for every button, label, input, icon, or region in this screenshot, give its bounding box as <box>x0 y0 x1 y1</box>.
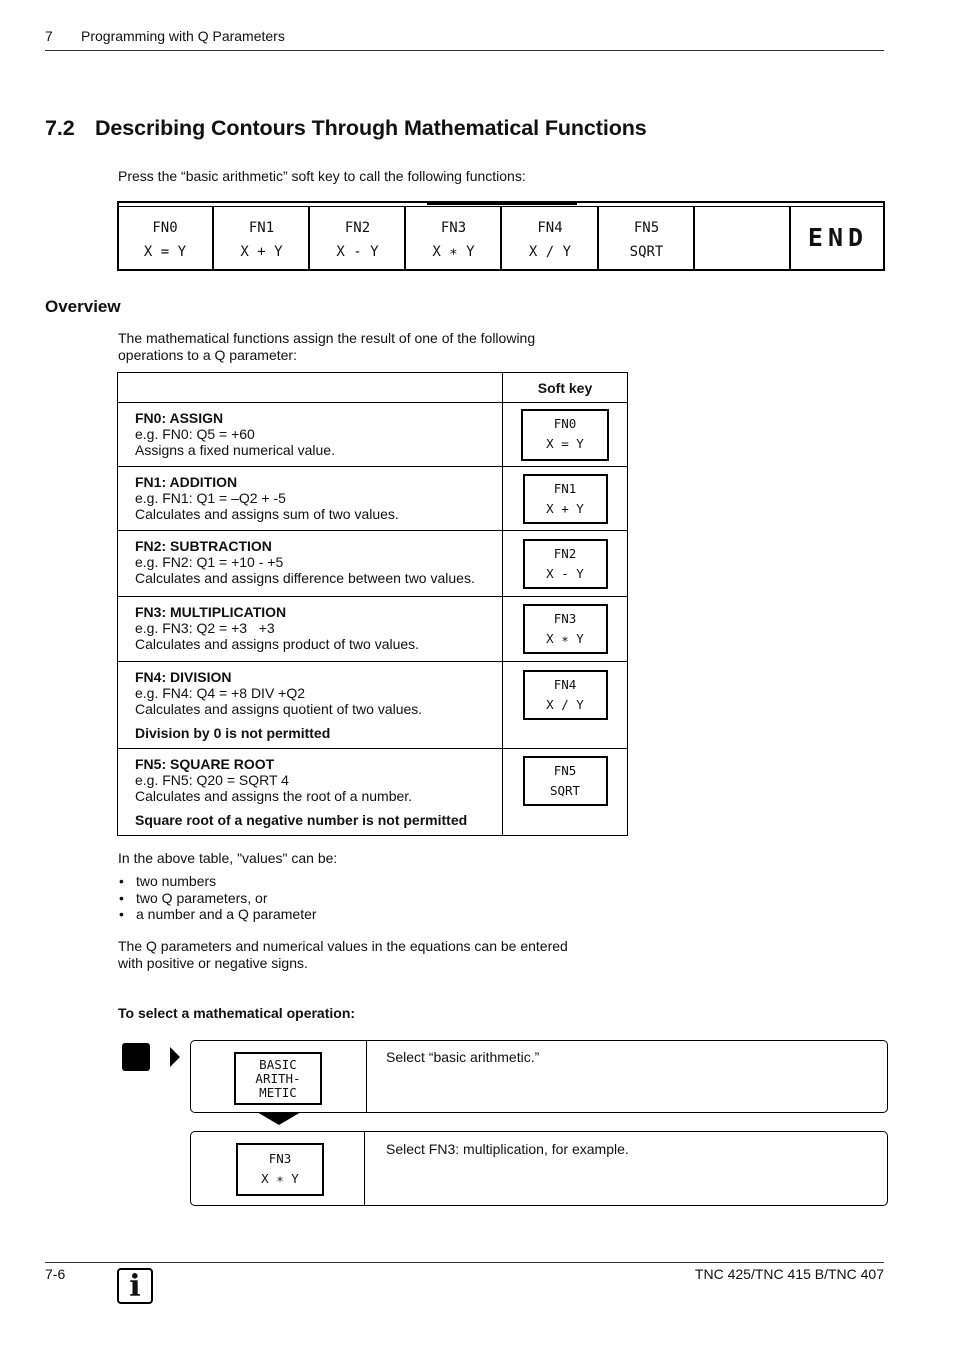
softkey-label-bottom: X = Y <box>143 244 187 260</box>
table-row <box>118 662 628 749</box>
function-description: Calculates and assigns the root of a number. <box>135 788 413 804</box>
step-text: Select “basic arithmetic.” <box>386 1049 540 1065</box>
function-example: e.g. FN1: Q1 = –Q2 + -5 <box>135 490 286 506</box>
function-example: e.g. FN0: Q5 = +60 <box>135 426 255 442</box>
chapter-title: Programming with Q Parameters <box>81 28 285 44</box>
softkey-empty <box>693 207 790 269</box>
softkey-fn3[interactable] <box>404 207 501 269</box>
function-title: FN5: SQUARE ROOT <box>135 756 275 772</box>
softkey-fn1[interactable] <box>212 207 309 269</box>
list-item: • two Q parameters, or <box>118 890 317 907</box>
softkey-label-bottom: X ∗ Y <box>546 631 584 646</box>
function-description: Assigns a fixed numerical value. <box>135 442 335 458</box>
softkey-label-top: FN4 <box>537 220 563 236</box>
function-title: FN1: ADDITION <box>135 474 238 490</box>
softkey-label-top: FN3 <box>440 220 467 236</box>
softkey-fn5-mini[interactable] <box>523 756 608 806</box>
softkey-bar-page-indicator <box>427 203 577 205</box>
table-cell-softkey <box>503 749 628 836</box>
softkey-label-top: FN5 <box>553 763 577 778</box>
functions-table <box>117 372 628 836</box>
table-cell-softkey <box>503 467 628 531</box>
softkey-fn4[interactable] <box>500 207 598 269</box>
table-header-row <box>118 373 628 403</box>
softkey-label-bottom: X ∕ Y <box>546 697 584 712</box>
signs-text <box>118 938 568 971</box>
function-description: Calculates and assigns product of two values. <box>135 636 420 652</box>
softkey-fn0-mini[interactable] <box>521 409 609 461</box>
function-title: FN4: DIVISION <box>135 669 232 685</box>
function-description: Calculates and assigns sum of two values. <box>135 506 399 522</box>
table-cell-softkey <box>503 597 628 662</box>
table-cell-softkey <box>503 662 628 749</box>
chapter-number: 7 <box>45 28 53 44</box>
function-description: Calculates and assigns quotient of two values. <box>135 701 423 717</box>
softkey-label-line: ARITH- <box>255 1071 301 1086</box>
basic-arithmetic-softkey[interactable] <box>234 1052 322 1105</box>
softkey-label-top: FN0 <box>152 220 178 236</box>
table-cell-description <box>118 467 503 531</box>
table-header-softkey: Soft key <box>503 373 628 403</box>
softkey-fn4-mini[interactable] <box>523 670 608 720</box>
overview-heading: Overview <box>45 297 121 316</box>
section-title <box>45 116 647 141</box>
softkey-label-bottom: SQRT <box>549 783 581 798</box>
machine-models: TNC 425/TNC 415 B/TNC 407 <box>694 1266 884 1282</box>
function-example: e.g. FN4: Q4 = +8 DIV +Q2 <box>135 685 306 701</box>
table-cell-description <box>118 403 503 467</box>
page-number: 7-6 <box>45 1266 66 1282</box>
list-item: • two numbers <box>118 873 317 890</box>
softkey-label-line: METIC <box>259 1085 297 1100</box>
section-number: 7.2 <box>45 116 75 140</box>
softkey-label-top: FN5 <box>633 220 660 236</box>
table-cell-description <box>118 597 503 662</box>
softkey-label-top: FN1 <box>553 480 577 496</box>
softkey-label-bottom: X ∕ Y <box>528 244 572 260</box>
play-arrow-icon <box>169 1047 181 1067</box>
softkey-fn1-mini[interactable] <box>523 474 608 524</box>
signs-text-line: with positive or negative signs. <box>118 954 308 971</box>
footer-rule <box>45 1262 884 1263</box>
step-marker-icon <box>122 1043 150 1071</box>
function-description: Calculates and assigns difference between two values. <box>135 570 475 586</box>
table-cell-softkey <box>503 403 628 467</box>
softkey-fn3-mini[interactable] <box>523 604 608 654</box>
function-note: Division by 0 is not permitted <box>135 725 331 741</box>
fn3-softkey[interactable] <box>236 1143 324 1196</box>
procedure-step <box>190 1131 888 1206</box>
softkey-label-top: FN2 <box>344 220 371 236</box>
section-title-text: Describing Contours Through Mathematical Functions <box>95 116 647 140</box>
softkey-end[interactable]: END <box>789 207 885 269</box>
step-divider <box>366 1041 367 1112</box>
table-header-function <box>118 373 503 403</box>
overview-text <box>118 330 535 363</box>
function-note: Square root of a negative number is not permitted <box>135 812 468 828</box>
softkey-label-line: X ∗ Y <box>261 1171 299 1186</box>
values-list <box>118 873 317 923</box>
softkey-label-line: FN3 <box>268 1151 292 1166</box>
softkey-label-bottom: X - Y <box>336 244 379 260</box>
softkey-label-top: FN4 <box>553 677 577 692</box>
softkey-label-bottom: SQRT <box>629 244 664 260</box>
softkey-label-line: BASIC <box>259 1057 297 1072</box>
function-example: e.g. FN5: Q20 = SQRT 4 <box>135 772 289 788</box>
procedure-heading: To select a mathematical operation: <box>118 1005 356 1021</box>
softkey-fn5[interactable] <box>597 207 694 269</box>
overview-text-line: operations to a Q parameter: <box>118 346 297 363</box>
table-cell-description <box>118 662 503 749</box>
list-item: • a number and a Q parameter <box>118 906 317 923</box>
intro-text: Press the “basic arithmetic” soft key to call the following functions: <box>118 168 526 184</box>
function-title: FN2: SUBTRACTION <box>135 538 272 554</box>
softkey-label-bottom: X = Y <box>546 435 584 451</box>
softkey-fn0[interactable] <box>117 207 213 269</box>
softkey-fn2[interactable] <box>308 207 405 269</box>
softkey-label-bottom: X + Y <box>546 500 584 516</box>
step-text: Select FN3: multiplication, for example. <box>386 1141 629 1157</box>
softkey-label-bottom: X ∗ Y <box>432 244 475 260</box>
function-example: e.g. FN3: Q2 = +3 +3 <box>135 620 275 636</box>
step-divider <box>364 1132 365 1205</box>
softkey-label-top: FN2 <box>553 545 577 561</box>
info-icon: i <box>117 1268 153 1304</box>
overview-text-line: The mathematical functions assign the result of one of the following <box>118 330 536 346</box>
softkey-fn2-mini[interactable] <box>523 539 608 589</box>
softkey-label-top: FN1 <box>248 220 275 236</box>
header-rule <box>45 50 884 51</box>
softkey-label-top: FN0 <box>553 415 577 431</box>
softkey-label-top: FN3 <box>553 611 577 626</box>
table-cell-softkey <box>503 531 628 597</box>
softkey-label-bottom: X - Y <box>546 565 584 581</box>
signs-text-line: The Q parameters and numerical values in the equations can be entered <box>118 938 568 954</box>
table-row <box>118 749 628 836</box>
table-cell-description <box>118 749 503 836</box>
procedure-step <box>190 1040 888 1113</box>
table-row <box>118 597 628 662</box>
table-row <box>118 403 628 467</box>
function-title: FN3: MULTIPLICATION <box>135 604 287 620</box>
values-intro: In the above table, "values" can be: <box>118 850 338 866</box>
function-example: e.g. FN2: Q1 = +10 - +5 <box>135 554 284 570</box>
function-title: FN0: ASSIGN <box>135 410 224 426</box>
softkey-label-bottom: X + Y <box>240 244 283 260</box>
table-row <box>118 467 628 531</box>
table-cell-description <box>118 531 503 597</box>
table-row <box>118 531 628 597</box>
down-arrow-icon <box>257 1112 301 1126</box>
